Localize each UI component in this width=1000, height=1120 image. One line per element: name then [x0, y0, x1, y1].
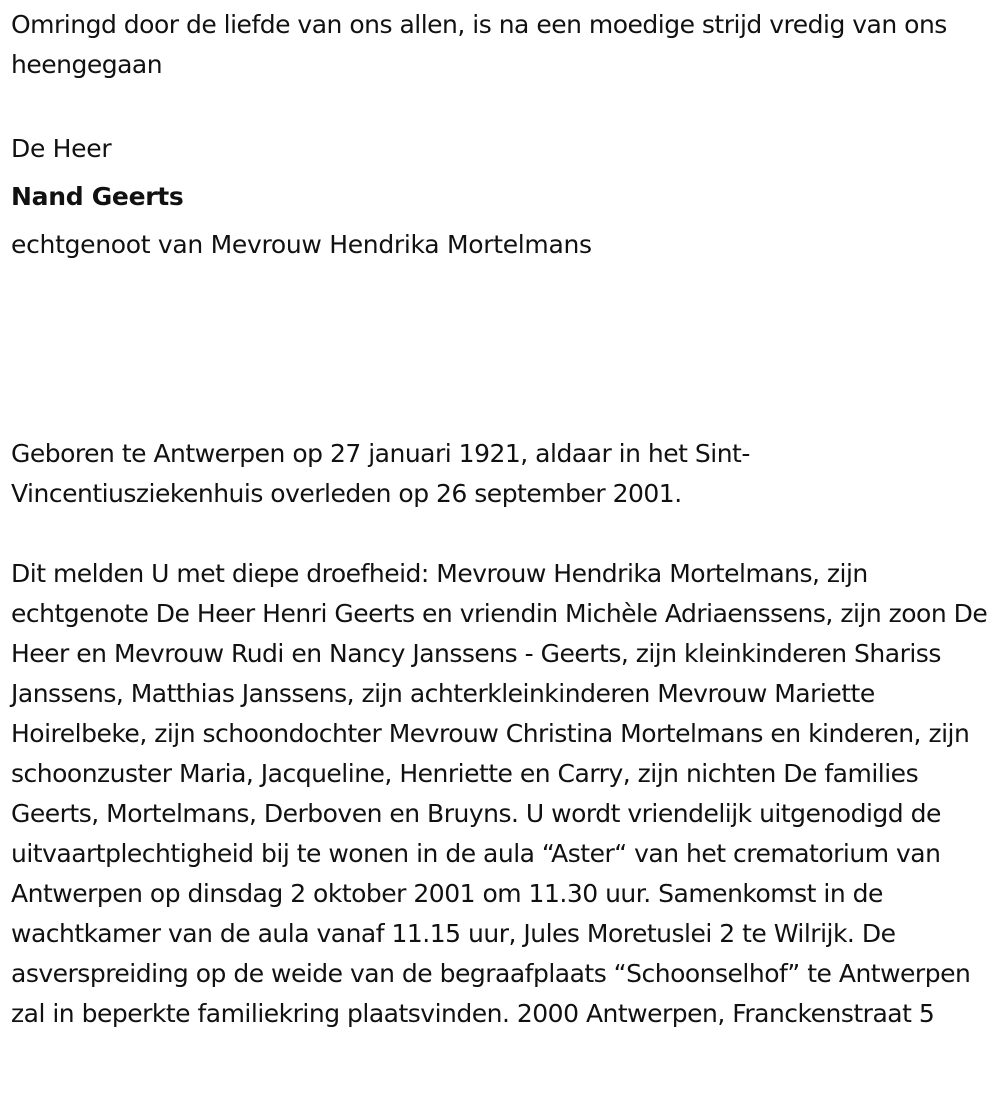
salutation: De Heer — [11, 134, 112, 163]
spacer — [11, 269, 992, 434]
deceased-name: Nand Geerts — [11, 182, 184, 211]
birth-death-text: Geboren te Antwerpen op 27 januari 1921, aldaar in het Sint-Vincentiusziekenhuis overleden op 26 september 2001. — [11, 439, 750, 508]
announcement-text: Dit melden U met diepe droefheid: Mevrouw Hendrika Mortelmans, zijn echtgenote De Heer Henri Geerts en vriendin Michèle Adriaenssens, zijn zoon De Heer en Mevrouw Rudi en Nancy Janssens - Geerts, zijn kleinkinderen Shariss Janssens, Matthias Janssens, zijn achterkleinkinderen Mevrouw Mariette Hoirelbeke, zijn schoondochter Mevrouw Christina Mortelmans en kinderen, zijn schoonzuster Maria, Jacqueline, Henriette en Carry, zijn nichten De families Geerts, Mortelmans, Derboven en Bruyns. U wordt vriendelijk uitgenodigd de uitvaartplechtigheid bij te wonen in de aula “Aster“ van het crematorium van Antwerpen op dinsdag 2 oktober 2001 om 11.30 uur. Samenkomst in de wachtkamer van de aula vanaf 11.15 uur, Jules Moretuslei 2 te Wilrijk. De asverspreiding op de weide van de begraafplaats “Schoonselhof” te Antwerpen zal in beperkte familiekring plaatsvinden. 2000 Antwerpen, Franckenstraat 5 — [11, 559, 988, 1028]
intro-text: Omringd door de liefde van ons allen, is na een moedige strijd vredig van ons heengegaan — [11, 10, 947, 79]
spouse-line: echtgenoot van Mevrouw Hendrika Mortelmans — [11, 230, 592, 259]
